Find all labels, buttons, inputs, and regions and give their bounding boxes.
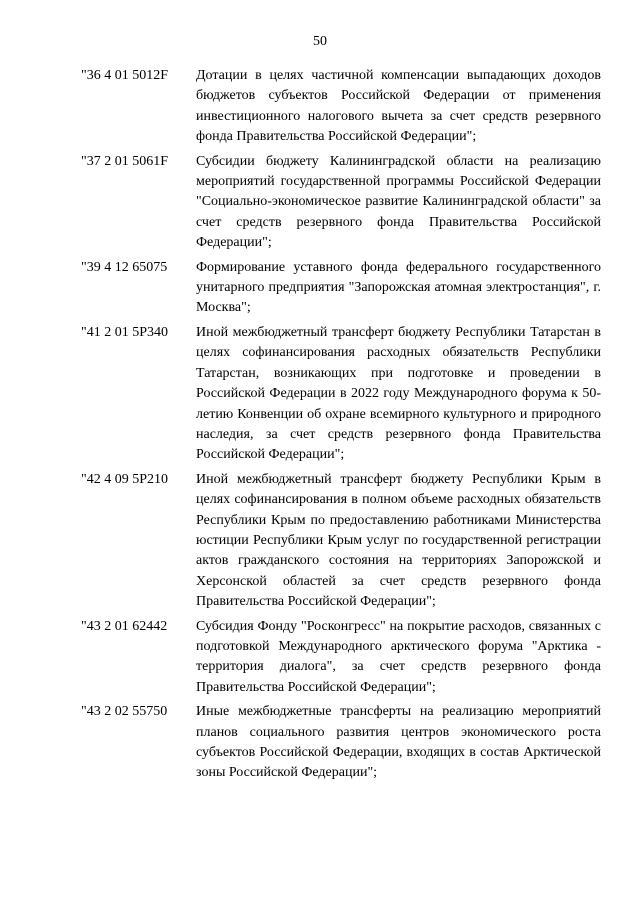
budget-code-description: Субсидии бюджету Калининградской области на реализацию мероприятий государственной программы Российской Федерации "Социально-экономическое развитие Калининградской области" за счет средств резервного фонда Правительства Российской Федерации"; bbox=[196, 153, 601, 251]
budget-code: "36 4 01 5012F bbox=[81, 68, 169, 83]
budget-code-description: Субсидия Фонду "Росконгресс" на покрытие расходов, связанных с подготовкой Международного арктического форума "Арктика - территория диалога", за счет средств резервного фонда Правительства Российской Федерации"; bbox=[196, 618, 601, 695]
list-item bbox=[81, 258, 601, 319]
budget-code: "43 2 02 55750 bbox=[81, 704, 168, 720]
budget-code-description: Иной межбюджетный трансферт бюджету Республики Крым в целях софинансирования в полном объеме расходных обязательств Республики Крым по предоставлению работниками Министерства юстиции Республики Крым услуг по государственной регистрации актов гражданского состояния на территориях Запорожской и Херсонской областей за счет средств резервного фонда Правительства Российской Федерации"; bbox=[196, 471, 601, 610]
budget-code-description: Дотации в целях частичной компенсации выпадающих доходов бюджетов субъектов Российской Федерации от применения инвестиционного налогового вычета за счет средств резервного фонда Правительства Российской Федерации"; bbox=[196, 68, 601, 145]
budget-code: "42 4 09 5Р210 bbox=[81, 471, 169, 487]
budget-code-description: Иной межбюджетный трансферт бюджету Республики Татарстан в целях софинансирования расходных обязательств Республики Татарстан, возникающих при подготовке и проведении в Российской Федерации в 2022 году Международного форума к 50-летию Конвенции об охране всемирного культурного и природного наследия, за счет средств резервного фонда Правительства Российской Федерации"; bbox=[196, 324, 601, 463]
budget-code: "39 4 12 65075 bbox=[81, 259, 168, 275]
budget-code-list bbox=[81, 66, 601, 788]
page-number: 50 bbox=[313, 34, 327, 49]
budget-code: "43 2 01 62442 bbox=[81, 618, 168, 634]
budget-code: "41 2 01 5Р340 bbox=[81, 324, 169, 340]
list-item bbox=[81, 323, 601, 466]
list-item bbox=[81, 470, 601, 613]
budget-code-description: Иные межбюджетные трансферты на реализацию мероприятий планов социального развития центров экономического роста субъектов Российской Федерации, входящих в состав Арктической зоны Российской Федерации"; bbox=[196, 704, 601, 781]
list-item bbox=[81, 66, 601, 148]
list-item bbox=[81, 152, 601, 254]
budget-code-description: Формирование уставного фонда федерального государственного унитарного предприятия "Запорожская атомная электростанция", г. Москва"; bbox=[196, 259, 601, 316]
list-item bbox=[81, 617, 601, 699]
list-item bbox=[81, 702, 601, 784]
budget-code: "37 2 01 5061F bbox=[81, 153, 169, 169]
